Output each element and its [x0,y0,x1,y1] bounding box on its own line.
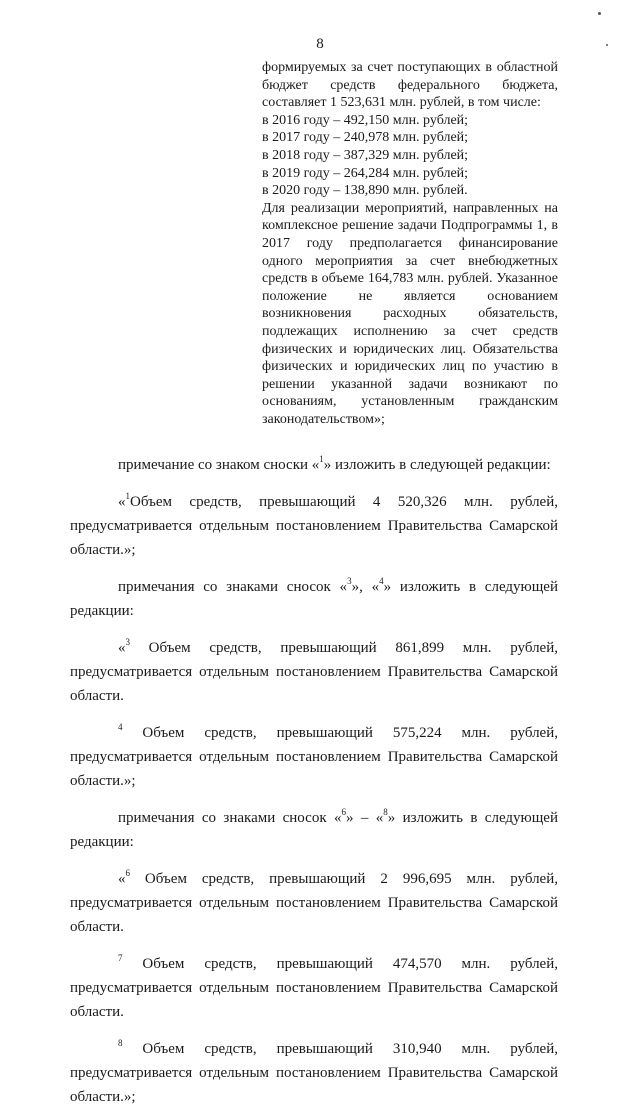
note1-intro: примечание со знаком сноски «$^1$» изложить в следующей редакции: [118,454,551,473]
main-text [70,453,558,1109]
note34-intro: примечания со знаками сносок «$^3$», «$^4$» изложить в следующей редакции: [70,576,558,619]
column-intro: формируемых за счет поступающих в областной бюджет средств федерального бюджета, составляет 1 523,631 млн. рублей, в том числе: [262,60,558,111]
note3-text: «$^3$ Объем средств, превышающий 861,899 млн. рублей, предусматривается отдельным постановлением Правительства Самарской области. [70,637,558,704]
scan-speck [598,12,601,15]
note4-text: $^4$ Объем средств, превышающий 575,224 млн. рублей, предусматривается отдельным постановлением Правительства Самарской области.»; [70,722,558,789]
year-amount-2020: в 2020 году – 138,890 млн. рублей. [262,183,468,199]
year-amount-2019: в 2019 году – 264,284 млн. рублей; [262,165,469,181]
year-amount-2018: в 2018 году – 387,329 млн. рублей; [262,147,469,163]
note7-text: $^7$ Объем средств, превышающий 474,570 млн. рублей, предусматривается отдельным постановлением Правительства Самарской области. [70,953,558,1020]
note1-text: «$^1$Объем средств, превышающий 4 520,326 млн. рублей, предусматривается отдельным постановлением Правительства Самарской области.»; [70,491,558,558]
table-cell-text [262,59,558,428]
note8-text: $^8$ Объем средств, превышающий 310,940 млн. рублей, предусматривается отдельным постановлением Правительства Самарской области.»; [70,1038,558,1105]
scan-speck [606,44,608,46]
year-amount-2017: в 2017 году – 240,978 млн. рублей; [262,130,469,146]
note68-intro: примечания со знаками сносок «$^6$» – «$^8$» изложить в следующей редакции: [70,807,558,850]
note6-text: «$^6$ Объем средств, превышающий 2 996,695 млн. рублей, предусматривается отдельным постановлением Правительства Самарской области. [70,868,558,935]
page-number: 8 [316,36,324,52]
column-closing: Для реализации мероприятий, направленных на комплексное решение задачи Подпрограммы 1, в 2017 году предполагается финансирование одного мероприятия за счет внебюджетных средств в объеме 164,783 млн. рублей. Указанное положение не является основанием возникновения расходных обязательств, подлежащих исполнению за счет средств физических и юридических лиц. Обязательства физических и юридических лиц по участию в решении указанной задачи возникают по основаниям, установленным гражданским законодательством»; [262,200,558,427]
year-amount-2016: в 2016 году – 492,150 млн. рублей; [262,112,469,128]
